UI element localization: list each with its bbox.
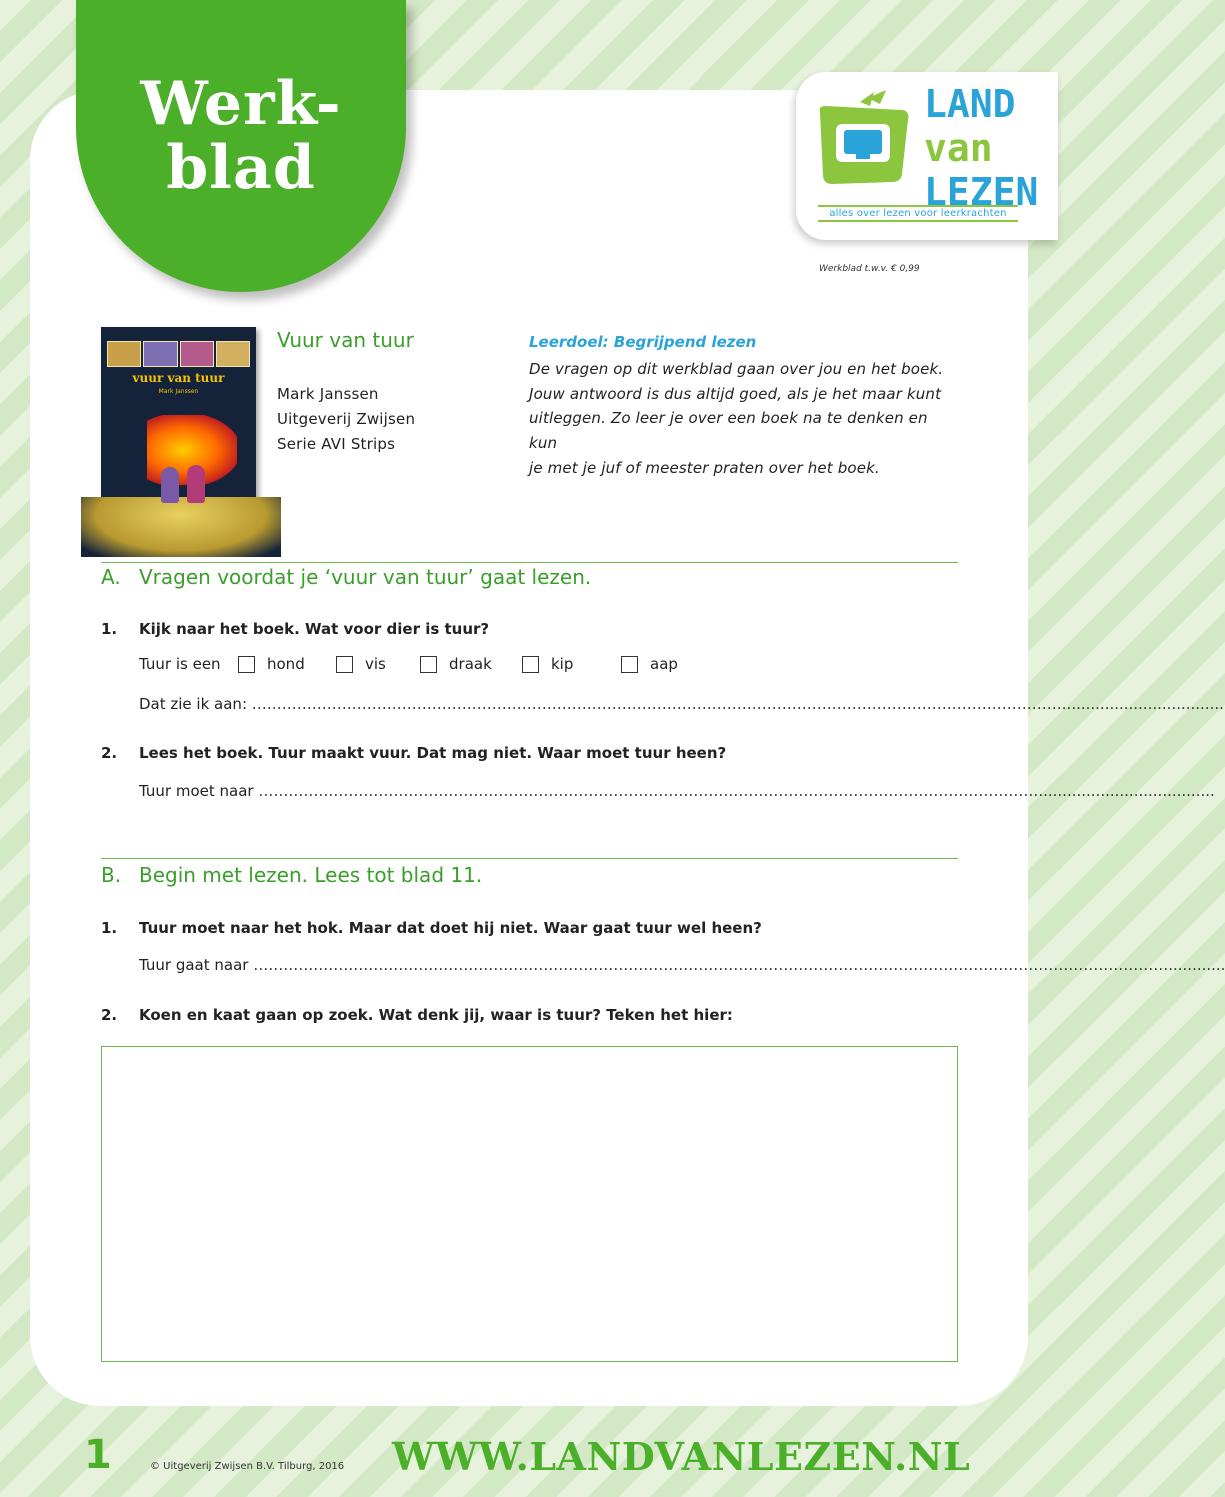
option-vis[interactable]: vis <box>336 655 386 673</box>
section-b-title: B. Begin met lezen. Lees tot blad 11. <box>101 863 483 887</box>
option-hond[interactable]: hond <box>238 655 305 673</box>
answer-line-a2[interactable]: Tuur moet naar …………………………………………………………………………………………………………………………………………..................................... <box>139 782 1215 800</box>
section-a-title: A. Vragen voordat je ‘vuur van tuur’ gaat lezen. <box>101 565 592 589</box>
book-series: Serie AVI Strips <box>277 435 396 453</box>
website-link[interactable]: WWW.LANDVANLEZEN.NL <box>392 1434 971 1479</box>
checkbox-icon <box>420 656 437 673</box>
price-note: Werkblad t.w.v. € 0,99 <box>819 264 920 274</box>
book-details <box>277 382 415 457</box>
page-number: 1 <box>84 1432 112 1478</box>
land-van-lezen-logo[interactable] <box>796 72 1058 240</box>
cover-title: vuur van tuur <box>132 371 225 385</box>
book-publisher: Uitgeverij Zwijsen <box>277 410 416 428</box>
tab-title-line2: blad <box>166 133 316 203</box>
book-cover-image <box>101 327 256 540</box>
book-author: Mark Janssen <box>277 385 379 403</box>
logo-tagline: alles over lezen voor leerkrachten <box>818 205 1018 222</box>
copyright-notice: © Uitgeverij Zwijsen B.V. Tilburg, 2016 <box>150 1461 345 1472</box>
section-divider <box>101 858 958 859</box>
checkbox-icon <box>336 656 353 673</box>
question-a1: 1. Kijk naar het boek. Wat voor dier is tuur? <box>101 620 490 638</box>
learning-goal-text: De vragen op dit werkblad gaan over jou en het boek. Jouw antwoord is dus altijd goed, als je het maar kunt uitleggen. Zo leer je over een boek na te denken en kun je met je juf of meester praten over het boek. <box>529 360 944 477</box>
book-title: Vuur van tuur <box>277 328 414 352</box>
option-aap[interactable]: aap <box>621 655 678 673</box>
tab-title-line1: Werk- <box>140 69 342 139</box>
cover-author: Mark Janssen <box>158 388 199 395</box>
learning-goal-title: Leerdoel: Begrijpend lezen <box>529 333 757 351</box>
question-b2: 2. Koen en kaat gaan op zoek. Wat denk jij, waar is tuur? Teken het hier: <box>101 1006 733 1024</box>
checkbox-icon <box>522 656 539 673</box>
question-a2: 2. Lees het boek. Tuur maakt vuur. Dat mag niet. Waar moet tuur heen? <box>101 744 727 762</box>
options-prefix: Tuur is een <box>139 655 221 673</box>
option-draak[interactable]: draak <box>420 655 492 673</box>
answer-line-b1[interactable]: Tuur gaat naar …………………………………………………………………………………………………………………………………………………………………............ <box>139 956 1225 974</box>
question-b1: 1. Tuur moet naar het hok. Maar dat doet hij niet. Waar gaat tuur wel heen? <box>101 919 762 937</box>
cover-comic-strip <box>107 341 250 367</box>
checkbox-icon <box>621 656 638 673</box>
answer-line-a1[interactable]: Dat zie ik aan: ……………………………………………………………………………………………………………………………………………….................................. <box>139 695 1224 713</box>
logo-wordmark: LAND van LEZEN <box>924 82 1039 214</box>
drawing-area[interactable] <box>101 1046 958 1362</box>
section-divider <box>101 562 958 563</box>
tv-icon <box>816 90 912 190</box>
option-kip[interactable]: kip <box>522 655 573 673</box>
checkbox-icon <box>238 656 255 673</box>
